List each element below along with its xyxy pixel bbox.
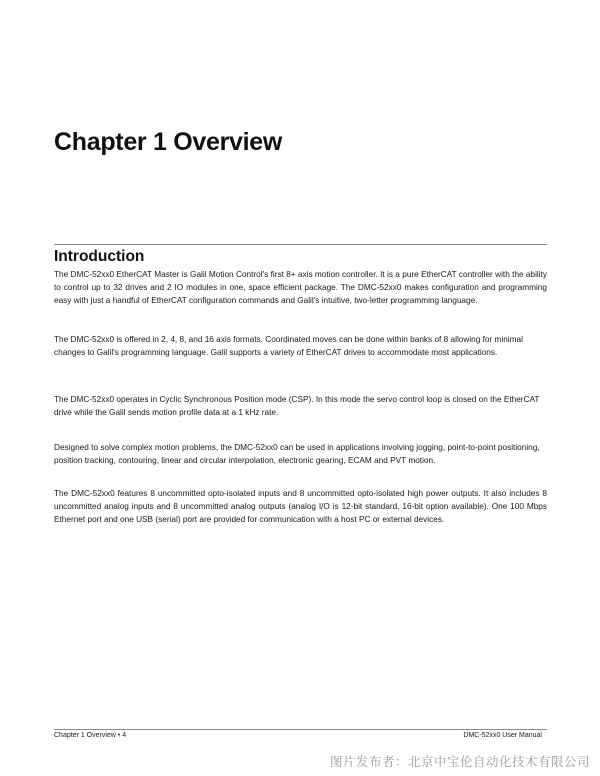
publisher-watermark: 图片发布者：北京中宝伦自动化技术有限公司 bbox=[329, 755, 590, 769]
footer-page-label: Chapter 1 Overview • 4 bbox=[54, 732, 127, 739]
paragraph-io-features: The DMC-52xx0 features 8 uncommitted opto-isolated inputs and 8 uncommitted opto-isolated high power outputs. It also includes 8 uncommitted analog inputs and 8 uncommitted analog outputs (analog I/O is 12-bit standard, 16-bit option available). One 100 Mbps Ethernet port and one USB (serial) port are provided for communication with a host PC or external devices. bbox=[54, 489, 547, 524]
paragraph-applications: Designed to solve complex motion problems, the DMC-52xx0 can be used in applications involving jogging, point-to-point positioning, position tracking, contouring, linear and circular interpolation, electronic gearing, ECAM and PVT motion. bbox=[54, 443, 540, 465]
paragraph-intro: The DMC-52xx0 EtherCAT Master is Galil Motion Control's first 8+ axis motion controller. It is a pure EtherCAT controller with the ability to control up to 32 drives and 2 IO modules in one, space efficient package. The DMC-52xx0 makes configuration and programming easy with just a handful of EtherCAT configuration commands and Galil's intuitive, two-letter programming language. bbox=[54, 270, 547, 305]
paragraph-csp-mode: The DMC-52xx0 operates in Cyclic Synchronous Position mode (CSP). In this mode the servo control loop is closed on the EtherCAT drive while the Galil sends motion profile data at a 1 kHz rate. bbox=[54, 395, 540, 417]
footer-manual-title: DMC-52xx0 User Manual bbox=[463, 732, 542, 739]
footer-divider bbox=[54, 729, 547, 730]
chapter-title: Chapter 1 Overview bbox=[54, 128, 283, 156]
paragraph-axis-formats: The DMC-52xx0 is offered in 2, 4, 8, and 16 axis formats. Coordinated moves can be done within banks of 8 allowing for minimal changes to Galil's programming language. Galil supports a variety of EtherCAT drives to accommodate most applications. bbox=[54, 335, 523, 357]
section-heading: Introduction bbox=[54, 248, 145, 265]
section-divider bbox=[54, 244, 547, 245]
